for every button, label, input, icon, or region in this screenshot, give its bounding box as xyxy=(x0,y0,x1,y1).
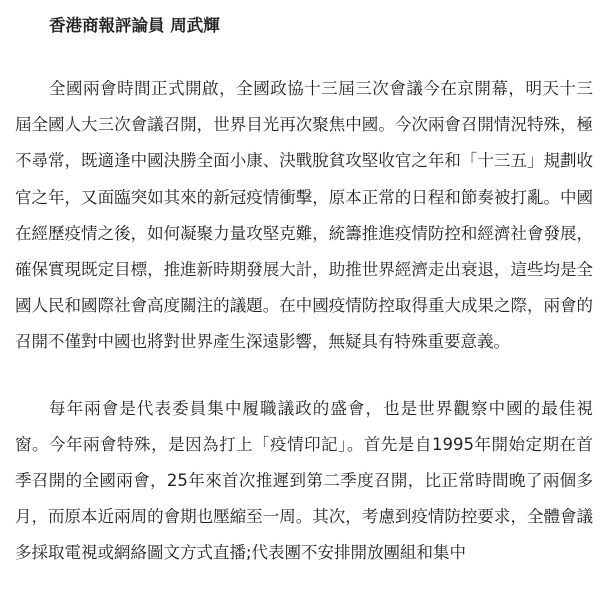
article-paragraph-2: 每年兩會是代表委員集中履職議政的盛會，也是世界觀察中國的最佳視窗。今年兩會特殊，是因為打上「疫情印記」。首先是自1995年開始定期在首季召開的全國兩會，25年來首次推遲到第二季度召開，比正常時間晚了兩個多月，而原本近兩周的會期也壓縮至一周。其次，考慮到疫情防控要求，全體會議多採取電視或網絡圖文方式直播;代表團不安排開放團組和集中 xyxy=(15,398,593,563)
article-paragraph-1: 全國兩會時間正式開啟，全國政協十三屆三次會議今在京開幕，明天十三屆全國人大三次會議召開，世界目光再次聚焦中國。今次兩會召開情況特殊，極不尋常，既適逢中國決勝全面小康、決戰脫貧攻堅收官之年和「十三五」規劃收官之年，又面臨突如其來的新冠疫情衝擊，原本正常的日程和節奏被打亂。中國在經歷疫情之後，如何凝聚力量攻堅克難，統籌推進疫情防控和經濟社會發展，確保實現既定目標，推進新時期發展大計，助推世界經濟走出衰退，這些均是全國人民和國際社會高度關注的議題。在中國疫情防控取得重大成果之際，兩會的召開不僅對中國也將對世界產生深遠影響，無疑具有特殊重要意義。 xyxy=(15,79,593,352)
article xyxy=(15,0,593,572)
article-byline: 香港商報評論員 周武輝 xyxy=(49,16,220,35)
